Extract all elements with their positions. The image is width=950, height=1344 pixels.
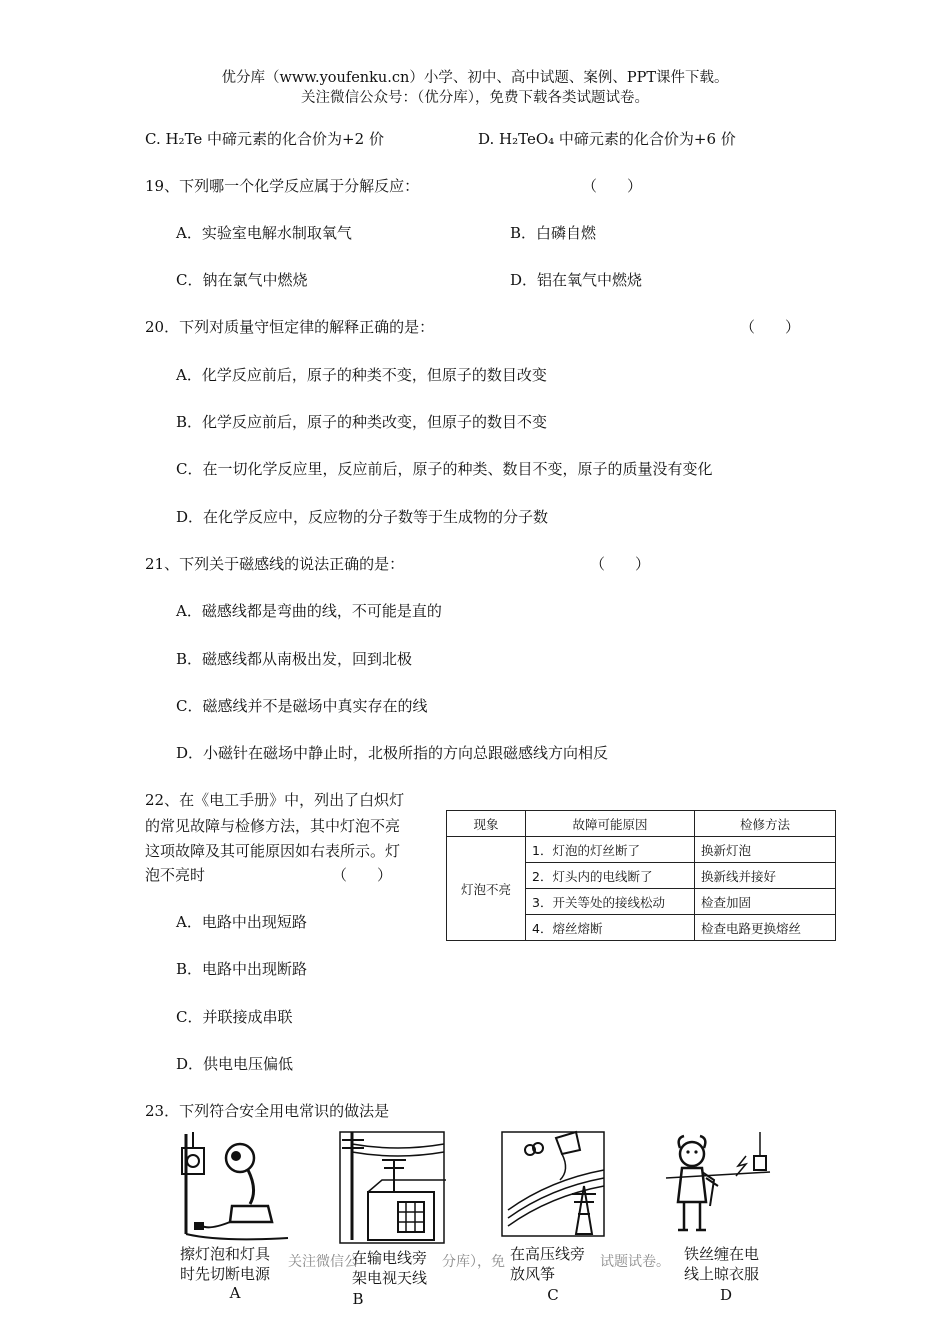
lamp-cleaning-illustration (180, 1130, 292, 1242)
picture-c-caption (510, 1244, 585, 1284)
fault-cause: 3．开关等处的接线松动 (526, 889, 695, 915)
q19-option-a: A．实验室电解水制取氧气 (176, 224, 352, 242)
picture-b-caption (352, 1248, 427, 1288)
header-line-1: 优分库（www.youfenku.cn）小学、初中、高中试题、案例、PPT课件下载。 (221, 70, 729, 86)
q20-option-c: C．在一切化学反应里，反应前后，原子的种类、数目不变，原子的质量没有变化 (176, 460, 713, 478)
q19-answer-paren: （ ） (582, 177, 643, 195)
antenna-power-line-illustration (338, 1130, 446, 1245)
fault-table (446, 810, 836, 941)
watermark-mid: 分库），免 (442, 1254, 505, 1270)
q21-answer-paren: （ ） (590, 555, 651, 573)
fault-fix: 换新灯泡 (695, 837, 836, 863)
picture-d-caption-line-2: 线上晾衣服 (684, 1265, 760, 1283)
q22-option-c: C．并联接成串联 (176, 1008, 293, 1026)
q22-option-d: D．供电电压偏低 (176, 1055, 294, 1073)
picture-a-caption-line-2: 时先切断电源 (180, 1265, 271, 1283)
q21-option-b: B．磁感线都从南极出发，回到北极 (176, 650, 413, 668)
picture-a-caption-line-1: 擦灯泡和灯具 (180, 1245, 271, 1263)
picture-c-caption-line-2: 放风筝 (510, 1265, 556, 1283)
q22-stem-line-3: 这项故障及其可能原因如右表所示。灯 (145, 842, 401, 860)
fault-table-header: 现象 (447, 811, 526, 837)
picture-d-letter: D (719, 1286, 733, 1304)
q22-stem-line-2: 的常见故障与检修方法，其中灯泡不亮 (145, 817, 401, 835)
q19-option-c: C．钠在氯气中燃烧 (176, 271, 308, 289)
q20-answer-paren: （ ） (740, 318, 801, 336)
q22-option-a: A．电路中出现短路 (176, 913, 307, 931)
fault-fix: 检查电路更换熔丝 (695, 915, 836, 941)
picture-a-caption (180, 1244, 270, 1284)
q19-stem: 19、下列哪一个化学反应属于分解反应： (145, 177, 420, 195)
picture-c-caption-line-1: 在高压线旁 (510, 1245, 586, 1263)
fault-phenomenon: 灯泡不亮 (447, 837, 526, 941)
fault-cause: 4．熔丝熔断 (526, 915, 695, 941)
q21-option-c: C．磁感线并不是磁场中真实存在的线 (176, 697, 428, 715)
q18-option-d: D. H₂TeO₄ 中碲元素的化合价为+6 价 (478, 130, 736, 148)
fault-fix: 换新线并接好 (695, 863, 836, 889)
q20-option-d: D．在化学反应中，反应物的分子数等于生成物的分子数 (176, 508, 549, 526)
q21-option-a: A．磁感线都是弯曲的线，不可能是直的 (176, 602, 442, 620)
q22-stem-line-1: 22、在《电工手册》中，列出了白炽灯 (145, 791, 405, 809)
picture-b-caption-line-2: 架电视天线 (352, 1269, 428, 1287)
q21-stem: 21、下列关于磁感线的说法正确的是： (145, 555, 405, 573)
q20-option-a: A．化学反应前后，原子的种类不变，但原子的数目改变 (176, 366, 547, 384)
fault-fix: 检查加固 (695, 889, 836, 915)
fault-table-header: 故障可能原因 (526, 811, 695, 837)
q19-option-d: D．铝在氧气中燃烧 (510, 271, 643, 289)
q19-option-b: B．白磷自燃 (510, 224, 597, 242)
watermark-right: 试题试卷。 (600, 1254, 670, 1270)
q22-option-b: B．电路中出现断路 (176, 960, 308, 978)
picture-b-letter: B (352, 1290, 364, 1308)
q21-option-d: D．小磁针在磁场中静止时，北极所指的方向总跟磁感线方向相反 (176, 744, 609, 762)
q22-answer-paren: （ ） (332, 866, 393, 884)
q22-stem-line-4: 泡不亮时 (145, 866, 206, 884)
q23-stem: 23．下列符合安全用电常识的做法是 (145, 1102, 390, 1120)
fault-cause: 2．灯头内的电线断了 (526, 863, 695, 889)
kite-power-line-illustration (500, 1130, 606, 1238)
q18-option-c: C. H₂Te 中碲元素的化合价为+2 价 (145, 130, 384, 148)
picture-b-caption-line-1: 在输电线旁 (352, 1249, 428, 1267)
watermark-left: 关注微信公 (288, 1254, 358, 1270)
picture-c-letter: C (547, 1286, 559, 1304)
fault-table-header-row (447, 811, 836, 837)
q20-stem: 20．下列对质量守恒定律的解释正确的是： (145, 318, 435, 336)
q20-option-b: B．化学反应前后，原子的种类改变，但原子的数目不变 (176, 413, 548, 431)
table-row (447, 837, 836, 863)
fault-table-header: 检修方法 (695, 811, 836, 837)
clothes-on-wire-illustration (662, 1130, 774, 1242)
fault-cause: 1．灯泡的灯丝断了 (526, 837, 695, 863)
picture-a-letter: A (229, 1284, 241, 1302)
picture-d-caption (684, 1244, 759, 1284)
picture-d-caption-line-1: 铁丝缠在电 (684, 1245, 760, 1263)
header-line-2: 关注微信公众号：（优分库），免费下载各类试题试卷。 (301, 90, 649, 106)
